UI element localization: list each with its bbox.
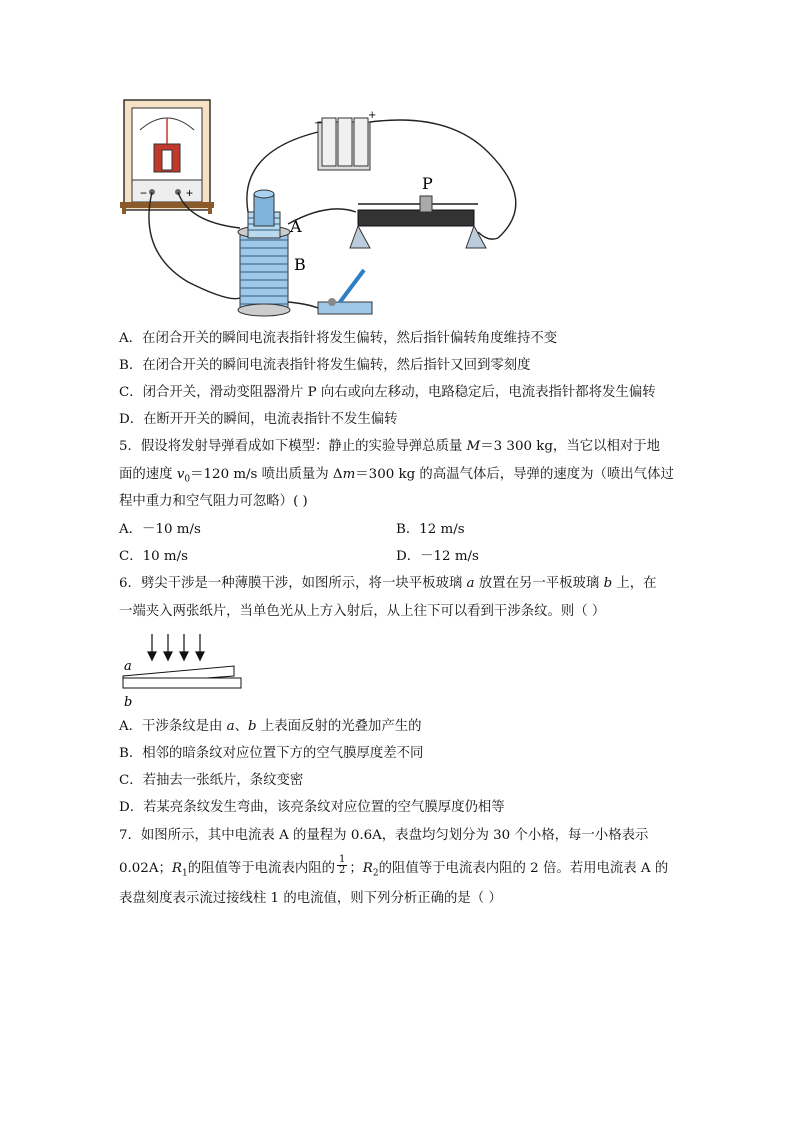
q6-option-a: A．干涉条纹是由 a、b 上表面反射的光叠加产生的: [119, 719, 422, 734]
fraction-one-half: $\frac{1}{2}$: [339, 854, 346, 876]
q4-option-c: C．闭合开关，滑动变阻器滑片 P 向右或向左移动，电路稳定后，电流表指针都将发生偏转: [119, 385, 656, 400]
q5-line-2: 面的速度 $v_0=120$ m/s 喷出质量为 Δm＝300 kg 的高温气体后，导弹的速度为（喷出气体过: [119, 467, 674, 485]
q5-line-1: 5．假设将发射导弹看成如下模型：静止的实验导弹总质量 M＝3 300 kg，当它以相对于地: [119, 439, 661, 454]
q6-line-1: 6．劈尖干涉是一种薄膜干涉，如图所示，将一块平板玻璃 a 放置在另一平板玻璃 b 上，在: [119, 576, 657, 591]
slider-p-label: P: [422, 174, 433, 193]
q4-option-b: B．在闭合开关的瞬间电流表指针将发生偏转，然后指针又回到零刻度: [119, 358, 531, 373]
meter-plus-label: +: [186, 186, 194, 200]
q5-option-b: B．12 m/s: [396, 522, 465, 537]
terminal-a-label: A: [290, 217, 302, 236]
q6-option-c: C．若抽去一张纸片，条纹变密: [119, 773, 304, 788]
q7-line-1: 7．如图所示，其中电流表 A 的量程为 0.6A，表盘均匀划分为 30 个小格，每一小格表示: [119, 828, 649, 843]
q5-option-c: C．10 m/s: [119, 549, 189, 564]
q5-line-3: 程中重力和空气阻力可忽略）( ): [119, 494, 308, 509]
terminal-b-label: B: [294, 255, 306, 274]
plate-b-label: b: [124, 695, 133, 710]
wedge-interference-figure: [118, 632, 248, 712]
battery-minus-label: −: [314, 118, 323, 129]
q4-option-d: D．在断开开关的瞬间，电流表指针不发生偏转: [119, 412, 398, 427]
q5-option-a: A．－10 m/s: [119, 522, 201, 537]
battery-plus-label: +: [368, 110, 377, 121]
meter-minus-label: −: [140, 186, 148, 200]
switch: [318, 270, 372, 314]
plate-a-label: a: [124, 659, 132, 674]
q6-line-2: 一端夹入两张纸片，当单色光从上方入射后，从上往下可以看到干涉条纹。则（ ）: [119, 604, 606, 619]
q5-option-d: D．－12 m/s: [396, 549, 479, 564]
rheostat: [350, 174, 486, 248]
q7-line-3: 表盘刻度表示流过接线柱 1 的电流值，则下列分析正确的是（ ）: [119, 891, 502, 906]
induction-experiment-figure: [118, 92, 548, 332]
galvanometer: [120, 100, 214, 214]
q7-line-2: 0.02A；$R_1$的阻值等于电流表内阻的 $\frac{1}{2}$ ；$R_2$的阻值等于电流表内阻的 2 倍。若用电流表 A 的: [119, 854, 669, 879]
q6-option-b: B．相邻的暗条纹对应位置下方的空气膜厚度差不同: [119, 746, 424, 761]
battery: [314, 110, 376, 170]
q6-option-d: D．若某亮条纹发生弯曲，该亮条纹对应位置的空气膜厚度仍相等: [119, 800, 505, 815]
q4-option-a: A．在闭合开关的瞬间电流表指针将发生偏转，然后指针偏转角度维持不变: [119, 331, 558, 346]
